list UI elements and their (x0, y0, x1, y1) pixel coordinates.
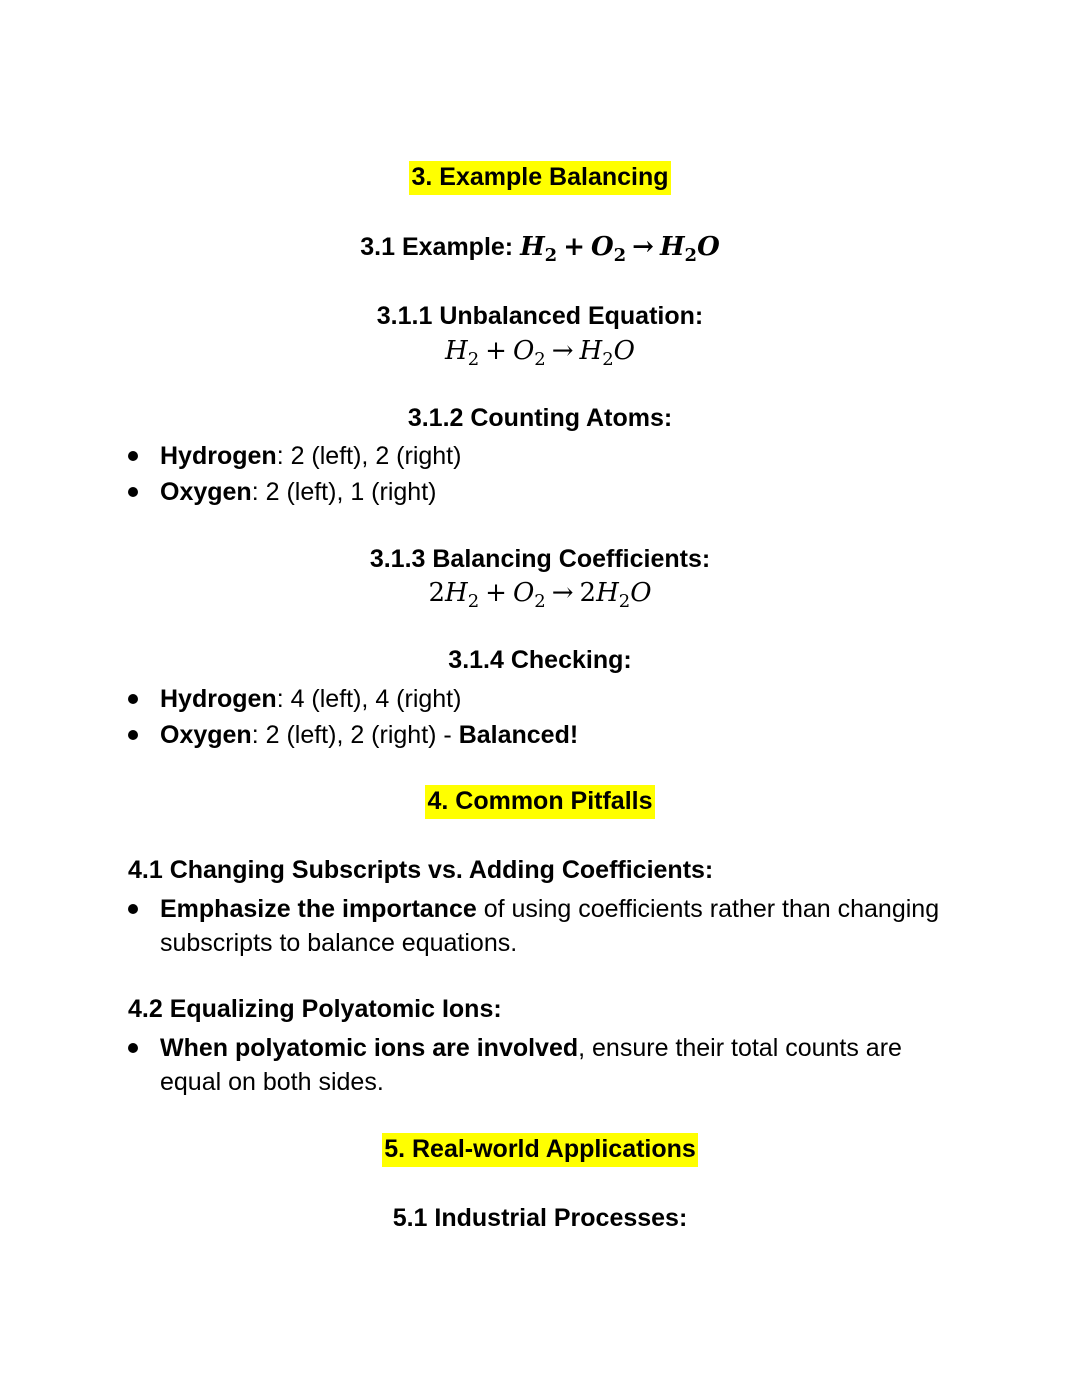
bullet-icon (128, 904, 138, 914)
example-heading (0, 232, 1080, 266)
subsection-5-1-heading: 5.1 Industrial Processes: (392, 1204, 688, 1232)
bullet-icon (128, 451, 138, 461)
balanced-equation: $2H_2 + O_2 \to 2H_2O$ (428, 578, 652, 612)
bullet-icon (128, 1043, 138, 1053)
unbalanced-equation: $H_2 + O_2 \to H_2O$ (445, 336, 635, 370)
section-4-title: 4. Common Pitfalls (425, 785, 654, 819)
section-5-heading (0, 1135, 1080, 1164)
subsection-4-1-heading: 4.1 Changing Subscripts vs. Adding Coefficients: (128, 856, 714, 884)
bullet-icon (128, 694, 138, 704)
section-3-heading (0, 163, 1080, 192)
bullet-icon (128, 487, 138, 497)
section-4-heading (0, 787, 1080, 816)
bullet-icon (128, 730, 138, 740)
coefficients-heading: 3.1.3 Balancing Coefficients: (369, 545, 711, 573)
example-equation: $H_2 + O_2 \to H_2O$ (520, 232, 720, 266)
unbalanced-heading: 3.1.1 Unbalanced Equation: (376, 302, 704, 330)
example-label: 3.1 Example: (360, 233, 521, 261)
subsection-4-2-heading: 4.2 Equalizing Polyatomic Ions: (128, 995, 502, 1023)
section-3-title: 3. Example Balancing (409, 161, 670, 195)
counting-heading: 3.1.2 Counting Atoms: (407, 404, 673, 432)
section-5-title: 5. Real-world Applications (382, 1133, 698, 1167)
checking-heading: 3.1.4 Checking: (448, 646, 632, 674)
